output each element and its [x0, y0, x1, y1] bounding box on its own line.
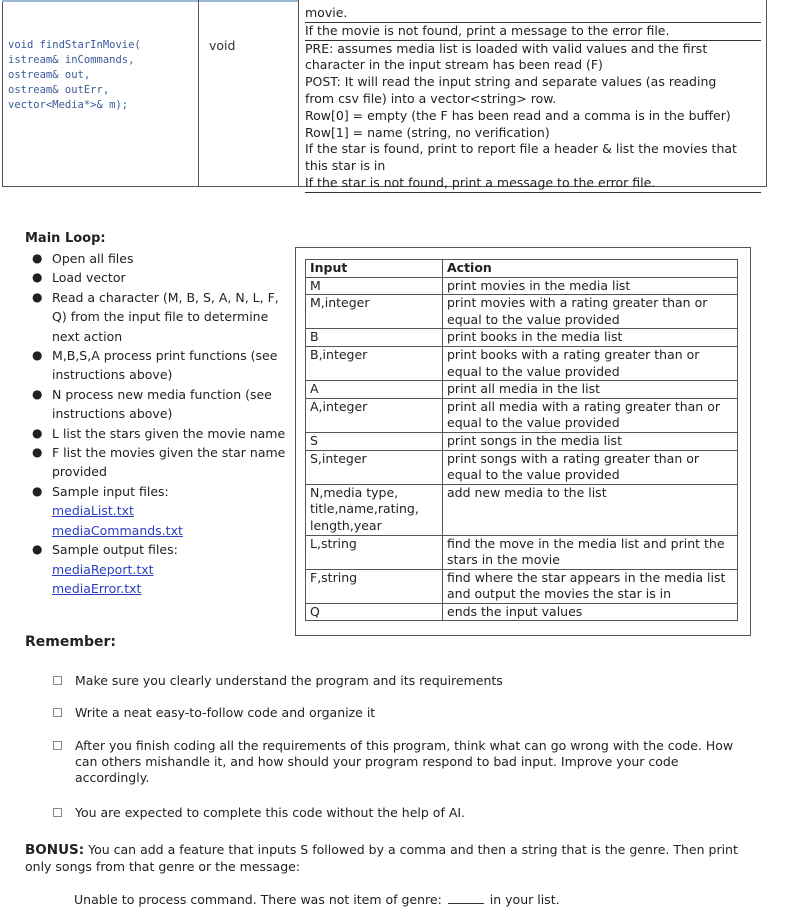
- list-item: ● Sample input files: mediaList.txt mediaCommands.txt: [30, 482, 288, 540]
- table-row: L,string find the move in the media list and print the stars in the movie: [306, 535, 738, 569]
- list-item: ● M,B,S,A process print functions (see instructions above): [32, 348, 278, 383]
- table-row: F,string find where the star appears in the media list and output the movies the star is in: [306, 569, 738, 603]
- list-item: ● L list the stars given the movie name: [32, 425, 286, 441]
- header-action: Action: [443, 260, 738, 278]
- checkbox-icon: [53, 808, 62, 817]
- table-row: S,integer print songs with a rating greater than or equal to the value provided: [306, 450, 738, 484]
- link-media-error[interactable]: mediaError.txt: [52, 580, 142, 596]
- function-signature: void findStarInMovie( istream& inCommands, ostream& out, ostream& outErr, vector<Media*>& m);: [8, 39, 141, 111]
- remember-title: Remember:: [25, 634, 116, 650]
- bonus-message: Unable to process command. There was not item of genre: in your list.: [74, 892, 560, 907]
- table-row: M print movies in the media list: [306, 277, 738, 295]
- list-item: ● F list the movies given the star name provided: [32, 445, 286, 480]
- list-item: ● Load vector: [32, 270, 126, 286]
- command-table: [305, 259, 738, 621]
- link-media-commands[interactable]: mediaCommands.txt: [52, 522, 183, 538]
- remember-item: After you finish coding all the requirements of this program, think what can go wrong with the code. How can others mishandle it, and how should your program respond to bad input. Improve your code accordingly.: [53, 738, 743, 786]
- table-row: A print all media in the list: [306, 381, 738, 399]
- list-item: ● Sample output files: mediaReport.txt mediaError.txt: [30, 540, 288, 598]
- table-row: S print songs in the media list: [306, 432, 738, 450]
- return-type: void: [209, 38, 236, 53]
- list-item: ● N process new media function (see instructions above): [32, 386, 272, 422]
- link-media-report[interactable]: mediaReport.txt: [52, 561, 154, 577]
- main-loop-title: Main Loop:: [25, 231, 106, 246]
- bonus-label: BONUS:: [25, 842, 85, 858]
- link-media-list[interactable]: mediaList.txt: [52, 503, 134, 519]
- remember-item: Make sure you clearly understand the program and its requirements: [53, 673, 743, 689]
- table-row: Q ends the input values: [306, 603, 738, 621]
- return-type-column: [199, 0, 299, 186]
- remember-item: You are expected to complete this code without the help of AI.: [53, 805, 743, 821]
- main-loop-list: [30, 249, 288, 598]
- list-item: ● Read a character (M, B, S, A, N, L, F, Q) from the input file to determine next action: [32, 289, 279, 344]
- table-row: A,integer print all media with a rating greater than or equal to the value provided: [306, 398, 738, 432]
- checkbox-icon: [53, 741, 62, 750]
- function-table: [2, 0, 767, 190]
- table-header: [306, 260, 738, 278]
- genre-blank: [448, 903, 484, 904]
- table-row: M,integer print movies with a rating greater than or equal to the value provided: [306, 295, 738, 329]
- table-row: B,integer print books with a rating greater than or equal to the value provided: [306, 346, 738, 380]
- bonus-paragraph: BONUS: You can add a feature that inputs S followed by a comma and then a string that is the genre. Then print only songs from that genre or the message:: [25, 842, 738, 874]
- function-description: movie. If the movie is not found, print a message to the error file. PRE: assumes media list is loaded with valid values and the first character in the input stream has been read (F) POST: It will read the input string and separate values (as reading from csv file) into a vector<string> row. Row[0] = empty (the F has been read and a comma is in the buffer) Row[1] = name (string, no verification) If the star is found, print to report file a header & list the movies that this star is in If the star is not found, print a message to the error file.: [305, 5, 761, 193]
- checkbox-icon: [53, 676, 62, 685]
- remember-item: Write a neat easy-to-follow code and organize it: [53, 705, 743, 721]
- table-row: B print books in the media list: [306, 329, 738, 347]
- checkbox-icon: [53, 708, 62, 717]
- list-item: ● Open all files: [32, 251, 134, 266]
- command-table-box: [295, 247, 751, 636]
- table-row: N,media type, title,name,rating, length,year add new media to the list: [306, 484, 738, 535]
- header-input: Input: [306, 260, 443, 278]
